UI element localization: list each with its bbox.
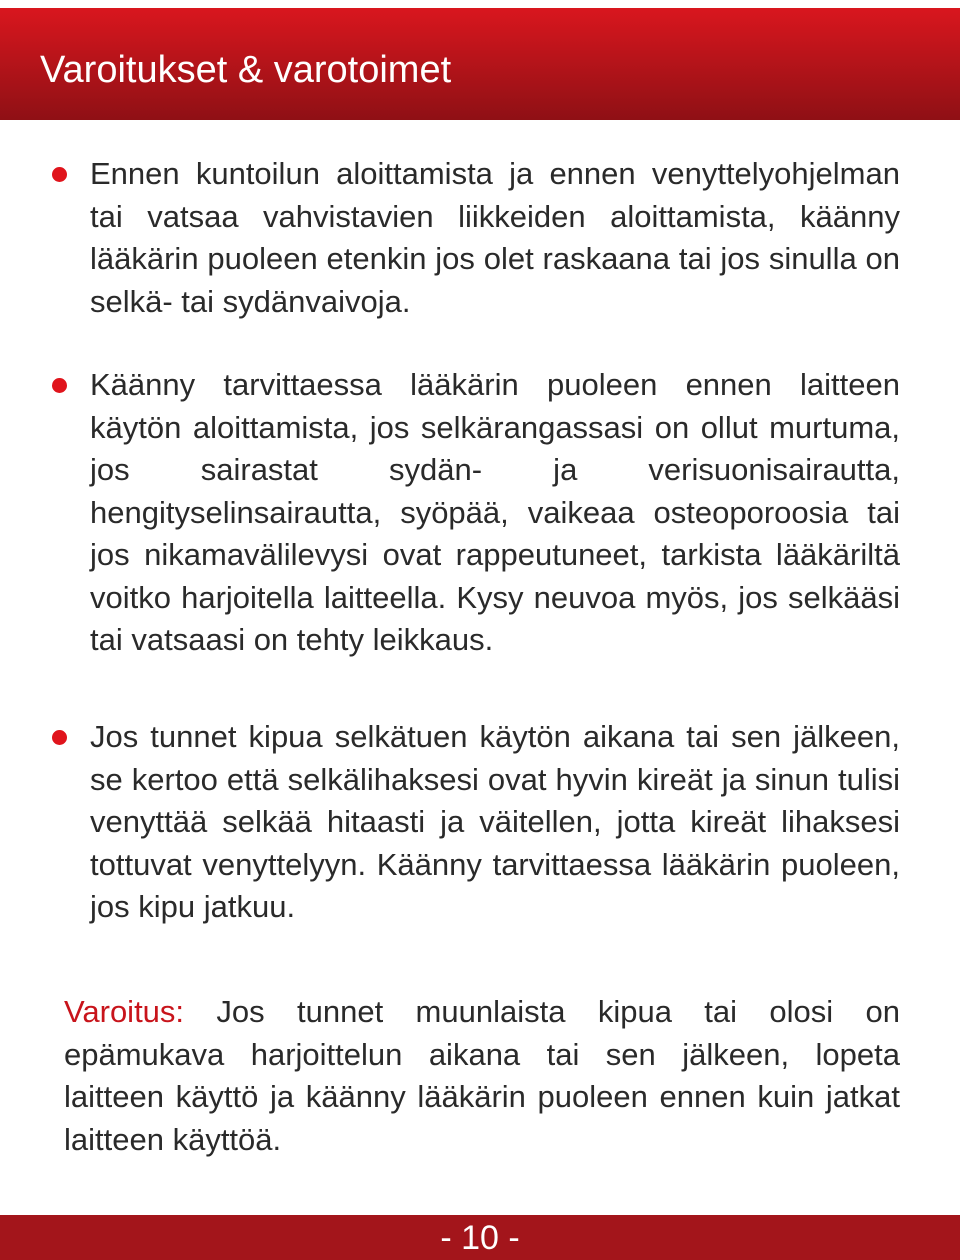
warning-paragraph [64, 991, 900, 1161]
bullet-dot-2 [52, 378, 67, 393]
bullet-text-2: Käänny tarvittaessa lääkärin puoleen ennen laitteen käytön aloittamista, jos selkärangassasi on ollut murtuma, jos sairastat sydän- ja verisuonisairautta, hengityselinsairautta, syöpää, vaikeaa osteoporoosia tai jos nikamavälilevysi ovat rappeutuneet, tarkista lääkäriltä voitko harjoitella laitteella. Kysy neuvoa myös, jos selkääsi tai vatsaasi on tehty leikkaus. [90, 367, 900, 657]
page-footer [0, 1215, 960, 1260]
page-number: - 10 - [440, 1219, 520, 1257]
bullet-text-3: Jos tunnet kipua selkätuen käytön aikana tai sen jälkeen, se kertoo että selkälihaksesi ovat hyvin kireät ja sinun tulisi venyttää selkää hitaasti ja väitellen, jotta kireät lihaksesi tottuvat venyttelyyn. Käänny tarvittaessa lääkärin puoleen, jos kipu jatkuu. [90, 719, 900, 924]
warning-text: Jos tunnet muunlaista kipua tai olosi on epämukava harjoittelun aikana tai sen jälkeen, lopeta laitteen käyttö ja käänny lääkärin puoleen ennen kuin jatkat laitteen käyttöä. [64, 994, 900, 1157]
page-title: Varoitukset & varotoimet [40, 49, 452, 91]
bullet-dot-3 [52, 730, 67, 745]
bullet-text-1: Ennen kuntoilun aloittamista ja ennen venyttelyohjelman tai vatsaa vahvistavien liikkeiden aloittamista, käänny lääkärin puoleen etenkin jos olet raskaana tai jos sinulla on selkä- tai sydänvaivoja. [90, 156, 900, 319]
bullet-dot-1 [52, 167, 67, 182]
page-header [0, 8, 960, 120]
warning-label: Varoitus: [64, 994, 185, 1029]
